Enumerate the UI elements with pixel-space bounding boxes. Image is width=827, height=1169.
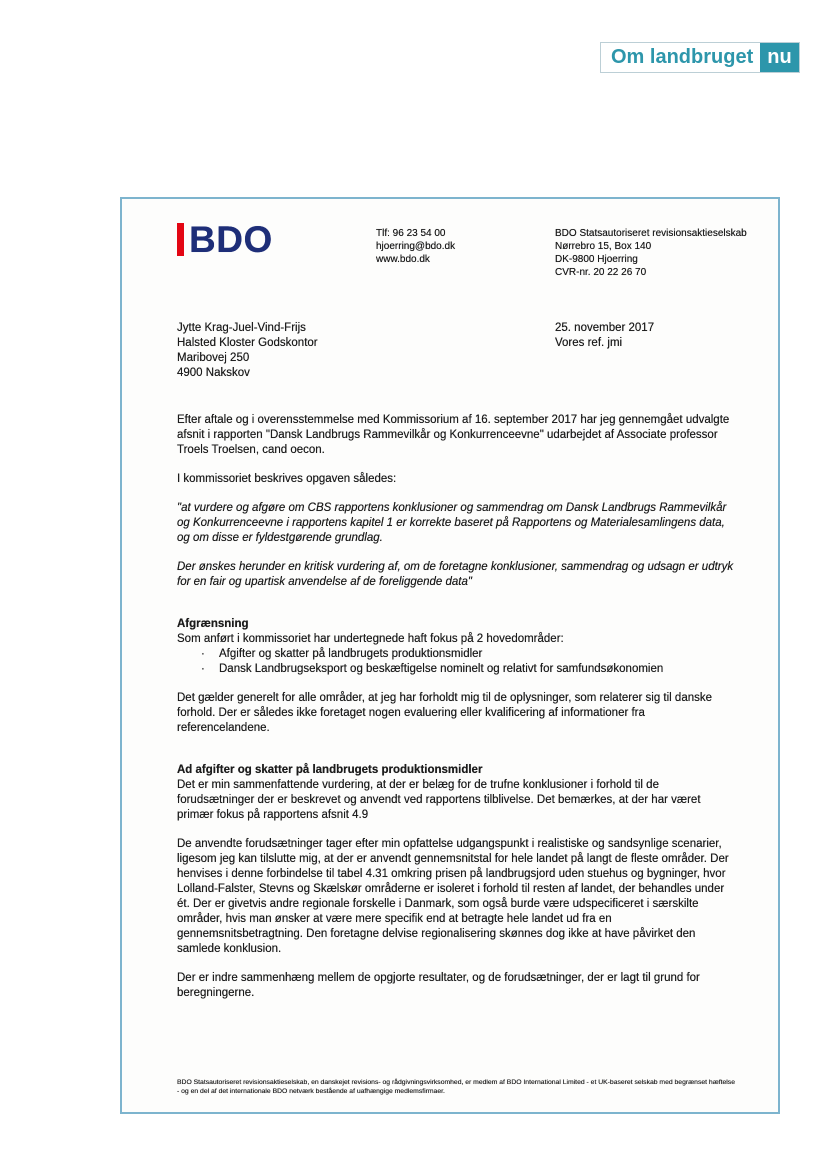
contact-block [376, 227, 455, 266]
list-item: · Dansk Landbrugseksport og beskæftigelse nominelt og relativt for samfundsøkonomien [177, 662, 734, 677]
paragraph-commission-lead: I kommissoriet beskrives opgaven således: [177, 473, 397, 485]
company-address-block [555, 227, 747, 279]
recipient-block [177, 321, 318, 381]
company-street: Nørrebro 15, Box 140 [555, 241, 652, 252]
letter-body [177, 413, 734, 1015]
section-heading-afgifter: Ad afgifter og skatter på landbrugets produktionsmidler [177, 764, 483, 776]
company-city: DK-9800 Hjoerring [555, 254, 638, 265]
recipient-name: Jytte Krag-Juel-Vind-Frijs [177, 322, 306, 334]
legal-footer-note: BDO Statsautoriseret revisionsaktieselskab, en danskejet revisions- og rådgivningsvirksomhed, er medlem af BDO International Limited - et UK-baseret selskab med begrænset hæftelse - og en del af det internationale BDO netværk bestående af uafhængige medlemsfirmaer. [177, 1079, 735, 1095]
recipient-line: Halsted Kloster Godskontor [177, 337, 318, 349]
letter-date: 25. november 2017 [555, 322, 655, 334]
contact-phone: Tlf: 96 23 54 00 [376, 228, 446, 239]
bdo-logo [177, 219, 273, 260]
bdo-logo-bar-icon [177, 223, 184, 256]
contact-email: hjoerring@bdo.dk [376, 241, 456, 252]
quote-paragraph-2: Der ønskes herunder en kritisk vurdering af, om de foretagne konklusioner, sammendrag og udsagn er udtryk for en fair og upartisk anvendelse af de foreliggende data" [177, 561, 734, 588]
company-name: BDO Statsautoriseret revisionsaktieselskab [555, 228, 747, 239]
site-logo [600, 42, 800, 73]
section-heading-afgraensning: Afgrænsning [177, 618, 249, 630]
paragraph-consistency: Der er indre sammenhæng mellem de opgjorte resultater, og de forudsætninger, der er lagt til grund for beregningerne. [177, 972, 700, 999]
contact-website: www.bdo.dk [376, 254, 430, 265]
scanned-letter-page [120, 197, 780, 1114]
recipient-line: Maribovej 250 [177, 352, 250, 364]
quote-paragraph-1: "at vurdere og afgøre om CBS rapportens konklusioner og sammendrag om Dansk Landbrugs Rammevilkår og Konkurrenceevne i rapportens kapitel 1 er korrekte baseret på Rapportens og Materialesamlingens data, og om disse er fyldestgørende grundlag. [177, 502, 727, 544]
recipient-line: 4900 Nakskov [177, 367, 250, 379]
paragraph-assessment: Det er min sammenfattende vurdering, at der er belæg for de trufne konklusioner i forhold til de forudsætninger der er beskrevet og anvendt ved rapportens tilblivelse. Det bemærkes, at der har været primær fokus på rapportens afsnit 4.9 [177, 779, 701, 821]
date-reference-block [555, 321, 654, 351]
paragraph-scope: Det gælder generelt for alle områder, at jeg har forholdt mig til de oplysninger, som relaterer sig til danske forhold. Der er således ikke foretaget nogen evaluering eller kvalificering af informationer fra referencelandene. [177, 692, 713, 734]
focus-areas-list [177, 647, 734, 677]
site-logo-badge: nu [760, 43, 798, 72]
paragraph-intro: Efter aftale og i overensstemmelse med Kommissorium af 16. september 2017 har jeg gennemgået udvalgte afsnit i rapporten "Dansk Landbrugs Rammevilkår og Konkurrenceevne" udarbejdet af Associate professor Troels Troelsen, cand oecon. [177, 414, 730, 456]
company-cvr: CVR-nr. 20 22 26 70 [555, 267, 647, 278]
paragraph-focus-lead: Som anført i kommissoriet har undertegnede haft fokus på 2 hovedområder: [177, 633, 564, 645]
list-item: · Afgifter og skatter på landbrugets produktionsmidler [177, 647, 734, 662]
site-logo-text: Om landbruget [611, 46, 754, 68]
paragraph-assumptions: De anvendte forudsætninger tager efter min opfattelse udgangspunkt i realistiske og sandsynlige scenarier, ligesom jeg kan tilslutte mig, at der er anvendt gennemsnitstal for hele landet på langt de fleste områder. Der henvises i denne forbindelse til tabel 4.31 omkring prisen på landbrugsjord uden stuehus og bygninger, hvor Lolland-Falster, Stevns og Skælskør områderne er isoleret i forhold til resten af landet, der behandles under ét. Der er givetvis andre regionale forskelle i Danmark, som også burde være udspecificeret i særskilte områder, hvis man ønsker at være mere specifik end at betragte hele landet ud fra en gennemsnitsbetragtning. Den foretagne delvise regionalisering skønnes dog ikke at have påvirket den samlede konklusion. [177, 838, 729, 955]
bdo-logo-text: BDO [189, 219, 273, 260]
letter-reference: Vores ref. jmi [555, 337, 623, 349]
